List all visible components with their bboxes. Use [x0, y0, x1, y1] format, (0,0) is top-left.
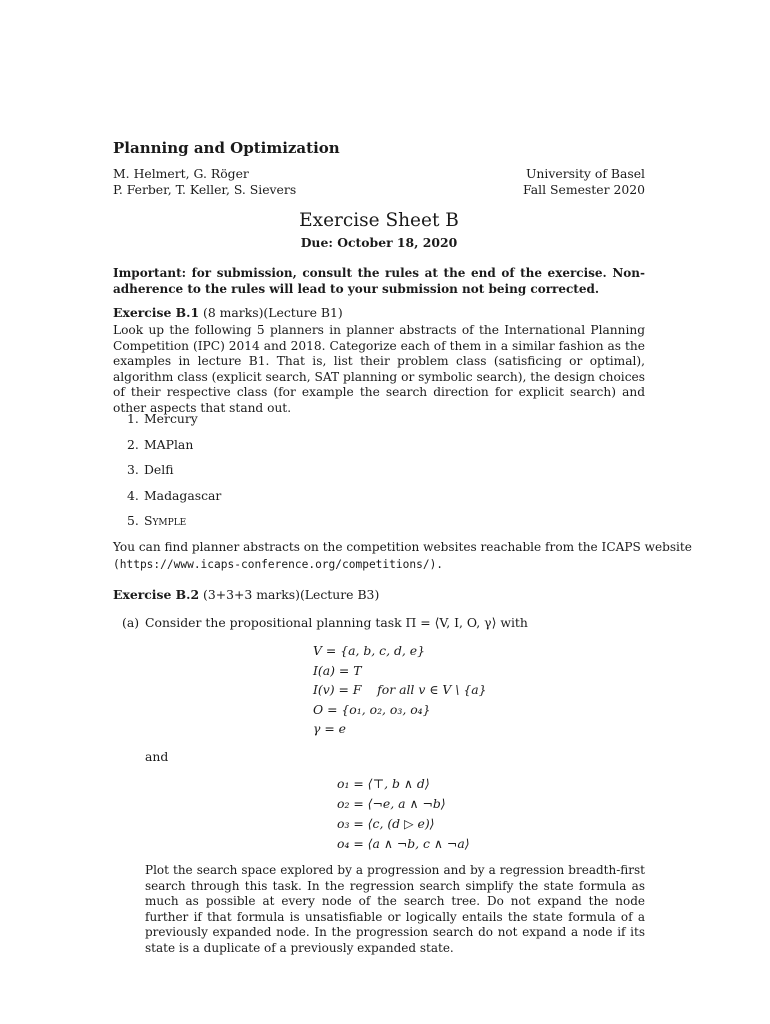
list-item-number: 2.	[127, 436, 139, 452]
exercise-b2-meta: (3+3+3 marks)(Lecture B3)	[199, 587, 380, 602]
list-item-label: Delfi	[144, 462, 174, 477]
definition-line: O = {o₁, o₂, o₃, o₄}	[313, 701, 431, 717]
list-item	[127, 488, 221, 514]
list-item	[127, 462, 221, 488]
list-item	[127, 437, 221, 463]
list-item-number: 4.	[127, 487, 139, 503]
important-line-2: adherence to the rules will lead to your submission not being corrected.	[113, 282, 600, 296]
operator-line: o₁ = ⟨⊤, b ∧ d⟩	[337, 776, 430, 791]
and-text: and	[145, 749, 169, 764]
due-date: Due: October 18, 2020	[300, 235, 458, 250]
exercise-b1-heading: Exercise B.1	[113, 305, 200, 320]
important-line-1: Important: for submission, consult the rules at the end of the exercise. Non-	[113, 266, 645, 280]
semester: Fall Semester 2020	[523, 182, 645, 197]
definition-line: I(a) = T	[313, 662, 362, 678]
exercise-b2-header	[113, 587, 379, 603]
list-item-label: Symple	[144, 513, 187, 528]
list-item-number: 5.	[127, 513, 139, 528]
operator-line: o₃ = ⟨c, (d ▷ e)⟩	[337, 816, 435, 831]
institution: University of Basel	[525, 166, 645, 181]
part-a-intro: Consider the propositional planning task Π = ⟨V, I, O, γ⟩ with	[145, 615, 528, 630]
definition-line: I(v) = F for all v ∈ V \ {a}	[313, 682, 487, 698]
authors-line-1: M. Helmert, G. Röger	[113, 166, 249, 181]
task-definitions	[313, 643, 487, 741]
list-item-label: Mercury	[144, 411, 198, 426]
exercise-b1-body: Look up the following 5 planners in planner abstracts of the International Planning Competition (IPC) 2014 and 2018. Categorize each of them in a similar fashion as the examples in lecture B1. That is, list their problem class (satisficing or optimal), algorithm class (explicit search, SAT planning or symbolic search), the design choices of their respective class (for example the search direction for explicit search) and other aspects that stand out.	[113, 323, 645, 415]
definition-line: γ = e	[313, 721, 346, 737]
list-item	[127, 411, 221, 437]
definition-line: V = {a, b, c, d, e}	[313, 643, 426, 658]
list-item-label: MAPlan	[144, 436, 194, 452]
operator-line: o₂ = ⟨¬e, a ∧ ¬b⟩	[337, 796, 446, 811]
operator-line: o₄ = ⟨a ∧ ¬b, c ∧ ¬a⟩	[337, 836, 470, 851]
part-a-label: (a)	[122, 615, 140, 630]
operator-definitions	[337, 776, 470, 856]
course-title: Planning and Optimization	[113, 139, 340, 157]
authors-line-2: P. Ferber, T. Keller, S. Sievers	[113, 182, 297, 197]
icaps-url: (https://www.icaps-conference.org/competitions/).	[113, 558, 444, 571]
exercise-b1-footer-line: You can find planner abstracts on the competition websites reachable from the ICAPS website	[113, 540, 692, 554]
list-item-number: 3.	[127, 462, 139, 477]
planner-list	[127, 411, 221, 539]
exercise-b2-heading: Exercise B.2	[113, 587, 200, 602]
sheet-title: Exercise Sheet B	[299, 210, 459, 231]
list-item	[127, 513, 221, 539]
exercise-b1-header	[113, 305, 343, 321]
part-a-task-text: Plot the search space explored by a progression and by a regression breadth-first search through this task. In the regression search simplify the state formula as much as possible at every node of the search tree. Do not expand the node further if that formula is unsatisfiable or logically entails the state formula of a previously expanded node. In the progression search do not expand a node if its state is a duplicate of a previously expanded state.	[145, 863, 645, 955]
exercise-b1-meta: (8 marks)(Lecture B1)	[199, 305, 343, 320]
list-item-label: Madagascar	[144, 487, 222, 503]
list-item-number: 1.	[127, 411, 139, 426]
